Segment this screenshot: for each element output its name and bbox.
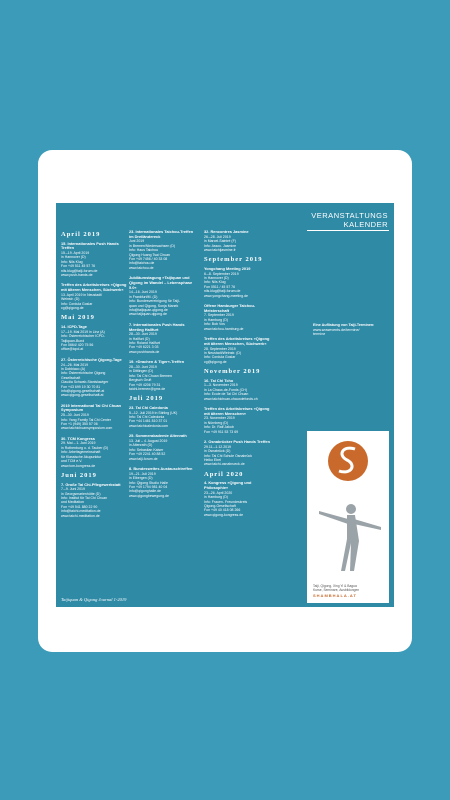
event-title: Offene Hamburger Taichou-Meisterschaft xyxy=(204,303,256,313)
month-heading: Juli 2019 xyxy=(129,395,164,403)
event-detail: Info: Österreichische Qigong xyxy=(61,371,106,376)
event-title: 2. Osnabrücker Push Hands Treffen xyxy=(204,439,270,445)
event-detail: Qigong-Gesellschaft xyxy=(204,504,236,509)
event-title: 7. Große Tai Chi-Pflegewerkstatt xyxy=(61,481,121,487)
event-detail: in Osnabrück (D) xyxy=(204,449,231,454)
event-detail: in Frankfurt/M. (D) xyxy=(129,294,158,299)
event-detail: Claudia Schwab-Stanislawiger xyxy=(61,380,109,385)
event-entry xyxy=(61,483,128,519)
event-detail: Fon +49 7456 / 40 33 08 xyxy=(129,257,168,262)
event-detail: 24.–26. Mai 2019 xyxy=(61,362,89,367)
event-detail: Info: Dr. Ralf Jakob xyxy=(204,425,234,430)
event-detail: www.pushhands.de xyxy=(129,349,160,354)
event-title: 32. Rencontres Jasmine xyxy=(204,229,249,234)
event-detail: Info: Haus Taichou xyxy=(129,248,158,253)
event-detail: Info: Institut für Tai Chi Chuan xyxy=(61,496,108,501)
event-detail: Fon +44 1461 810 37 01 xyxy=(129,419,168,424)
event-entry xyxy=(204,304,271,331)
event-detail: 26.–28. Juli 2019 xyxy=(204,234,231,239)
event-detail: www.taichou-hamburg.de xyxy=(204,326,244,331)
event-detail: Fon +49 4206 79 31 xyxy=(129,382,161,387)
ad-line-2: Kurse, Seminare, Ausbildungen xyxy=(313,588,360,592)
event-title: 8. Bundesweites Austauschtreffen xyxy=(129,466,193,472)
event-detail: Fon +49 911 53 73 69 xyxy=(204,429,239,434)
event-detail: Info: Bob Vos xyxy=(204,322,225,327)
event-detail: Info: Arbeitsgemeinschaft xyxy=(61,450,101,455)
event-detail: Taijiquan-Bund xyxy=(61,338,85,343)
event-detail: Info: Cordula Goslar xyxy=(204,355,236,360)
event-entry xyxy=(61,437,128,468)
event-detail: Info: Bundesvereinigung für Taiji- xyxy=(129,299,180,304)
event-detail: und TCM e.V. xyxy=(61,459,83,464)
event-detail: www.yongchang-meeting.de xyxy=(204,293,248,298)
sidebar-title: Eine Auflistung von Taiji-Terminen: xyxy=(313,323,375,327)
event-detail: info@qigong-gesellschaft.at xyxy=(61,388,105,393)
event-entry xyxy=(204,407,271,434)
event-detail: Info: Nils Klug xyxy=(61,259,83,264)
event-title: 2019 International Tai Chi Chuan Symposium xyxy=(61,402,122,413)
event-entry xyxy=(61,283,128,310)
event-entry xyxy=(61,325,128,352)
event-detail: info@taichi-meditation.de xyxy=(61,509,101,514)
event-detail: 13. April 2019 in Neustadt/ xyxy=(61,292,103,297)
advertisement[interactable] xyxy=(307,431,389,603)
event-entry xyxy=(129,434,196,461)
event-entry xyxy=(129,230,196,270)
event-detail: Info: Nils Klug xyxy=(204,280,226,285)
event-title: 7. Internationales Push Hands Meeting Hallfurt xyxy=(129,321,185,332)
event-detail: 1.–3. November 2019 xyxy=(204,383,238,388)
event-detail: Fon +49 541 880 22 90 xyxy=(61,504,98,509)
event-entry xyxy=(129,467,196,498)
event-detail: in Rothenburg o. d. Tauber (D) xyxy=(61,445,109,450)
event-detail: info@taijiquan-qigong.de xyxy=(129,307,168,312)
event-detail: nils.klug@taiji-forum.de xyxy=(61,268,98,273)
event-detail: in Neustadt/Weinstr. (D) xyxy=(204,350,242,355)
event-detail: www.push-hands.de xyxy=(61,273,93,278)
event-detail: 13. Juli – 4. August 2019 xyxy=(129,439,168,443)
event-detail: 23.–26. April 2020 xyxy=(204,490,233,495)
event-entry xyxy=(204,267,271,298)
event-title: Jubiläumstagung »Taijiquan und Qigong im Wandel – Lebensphase 5.0« xyxy=(129,275,193,290)
event-detail: Fon +49 1794 981 40 04 xyxy=(129,484,168,489)
ad-text xyxy=(313,584,387,598)
event-detail: in La Chaux-de-Fonds (CH) xyxy=(204,387,247,392)
event-detail: Info: Qigong Studio Halle xyxy=(129,480,168,485)
event-detail: Weinstr. (D) xyxy=(61,297,80,302)
event-detail: www.taiji-forum.de xyxy=(129,456,158,461)
event-detail: taichi-bremen@gmx.de xyxy=(129,386,166,391)
event-detail: in Nürnberg (D) xyxy=(204,420,229,425)
journal-name: Taijiquan & Qigong Journal xyxy=(61,597,113,602)
event-detail: Info: Assoc. Jasmine xyxy=(204,243,237,248)
event-detail: in Elbergen (D) xyxy=(129,476,153,481)
event-entry xyxy=(129,360,196,391)
event-detail: 28.–30. Juni 2019 xyxy=(129,332,157,337)
event-detail: 25.–30. Juni 2019 xyxy=(61,413,89,418)
event-detail: cg@qigong.de xyxy=(204,359,227,364)
page-heading xyxy=(311,211,388,229)
event-detail: 19.–21. Juli 2019 xyxy=(129,471,156,476)
event-detail: www.taichou.de xyxy=(129,265,154,270)
event-detail: 28.–30. Juni 2019 xyxy=(129,364,157,369)
heading-line-1: VERANSTALTUNGS xyxy=(311,211,388,220)
event-title: 14. ICPD-Tage xyxy=(61,324,87,330)
month-heading: April 2020 xyxy=(204,470,244,478)
event-title: 4. Kongress »Qigong und Philosophie« xyxy=(204,480,252,491)
event-entry xyxy=(129,276,196,317)
event-detail: www.qigong-gesellschaft.at xyxy=(61,393,104,398)
event-detail: Info: Cordula Goslar xyxy=(61,301,93,306)
event-detail: Info: Roland Hallfurt xyxy=(129,341,160,346)
event-detail: Gesellschaft xyxy=(61,375,81,380)
event-detail: Heiko Ebel xyxy=(204,458,221,462)
event-detail: 23. November 2019 xyxy=(204,416,235,421)
sidebar-link[interactable]: www.wowevents.de/termine/ xyxy=(313,327,360,332)
event-detail: Juni 2019 xyxy=(129,239,145,244)
event-detail: www.taichichuan-chauxdefonds.ch xyxy=(204,396,258,401)
heading-rule xyxy=(307,230,389,231)
event-detail: in Bremen/Niedersachsen (D) xyxy=(129,243,176,248)
calendar-column-2 xyxy=(129,230,196,504)
event-detail: in Georgsmarienhütte (D) xyxy=(61,491,101,496)
event-detail: Info: Frauen- Freundeskreis xyxy=(204,499,248,504)
event-entry xyxy=(129,323,196,354)
event-title: Treffen des Arbeitskreises »Qigong mit älteren Menschen« xyxy=(204,406,270,416)
event-detail: Fon 0664/ 420 75 56 xyxy=(61,342,94,347)
shambhala-logo-image xyxy=(307,431,389,581)
event-detail: office@icpd.at xyxy=(61,347,84,352)
event-detail: Fon +49 511 45 57 76 xyxy=(61,264,96,269)
magazine-page xyxy=(56,203,394,607)
event-entry xyxy=(204,230,271,252)
event-detail: 7. September 2019 xyxy=(204,313,234,318)
event-detail: Qigong Huang Tsai Chuan xyxy=(129,252,170,257)
month-heading: April 2019 xyxy=(61,231,101,238)
event-detail: cg@qigong.de xyxy=(61,306,84,311)
event-detail: und Meditation xyxy=(61,500,84,505)
event-detail: www.taichi-osnabrueck.de xyxy=(204,462,245,467)
ad-brand: SHAMBHALA.AT xyxy=(313,593,357,598)
event-detail: Info: Sebastian Kaiser xyxy=(129,447,164,452)
event-title: 23. Internationales Taichou-Treffen im Dreiländereck xyxy=(129,229,194,239)
event-entry xyxy=(204,440,271,467)
event-title: 19. »Drachen & Tiger«-Treffen xyxy=(129,359,185,365)
event-detail: in Marcel-Saintré (F) xyxy=(204,239,236,244)
event-title: Yongchang Meeting 2019 xyxy=(204,265,251,271)
event-detail: Bergisch Gruft xyxy=(129,378,152,383)
event-detail: Fon +49 6221 3 03 xyxy=(129,345,159,350)
event-detail: Fon +49 2241 40 88 52 xyxy=(129,452,166,457)
event-detail: www.taichicaledonia.com xyxy=(129,423,169,428)
event-detail: www.tcm-kongress.de xyxy=(61,463,96,468)
event-detail: in Dobbiaco (A) xyxy=(61,366,86,371)
event-detail: Info: Österreichischer ICPD- xyxy=(61,334,105,339)
event-detail: www.qigong-kongress.de xyxy=(204,512,244,517)
event-detail: 14.–16. Juni 2019 xyxy=(129,290,157,295)
event-detail: 15.–19. April 2019 xyxy=(61,251,90,255)
event-detail: 17.–19. Mai 2019 in Linz (A) xyxy=(61,329,105,334)
event-title: 27. Österreichische Qigong-Tage xyxy=(61,356,122,362)
event-detail: in Altenrath (D) xyxy=(129,443,153,448)
event-detail: in Dittlingen (D) xyxy=(129,369,154,374)
event-detail: quan und Qigong, Sonja Manek xyxy=(129,303,179,308)
event-detail: 29. Mai – 1. Juni 2019 xyxy=(61,441,96,446)
event-detail: info@qigonghalle.de xyxy=(129,489,161,494)
event-detail: 29.11.–1.12.2019 xyxy=(204,444,231,449)
event-detail: www.taichijasmine.fr xyxy=(204,247,236,252)
calendar-column-3 xyxy=(204,230,271,523)
ad-line-1: Taiji, Qigong, Xing Yi & Bagua xyxy=(313,584,357,588)
month-heading: September 2019 xyxy=(204,256,263,264)
journal-footer xyxy=(61,597,126,602)
event-detail: in Hamburg (D) xyxy=(204,317,228,322)
event-detail: www.taichi-meditation.de xyxy=(61,513,100,518)
event-detail: Info: Yang Family Tai Chi Center xyxy=(61,417,111,422)
event-detail: in Hamburg (D) xyxy=(204,495,228,500)
event-entry xyxy=(61,358,128,398)
event-detail: Info: Tai Chi Caledonia xyxy=(129,415,165,420)
month-heading: Mai 2019 xyxy=(61,314,95,322)
event-entry xyxy=(204,337,271,364)
event-entry xyxy=(204,481,271,517)
event-detail: info@taichou.de xyxy=(129,261,155,266)
event-title: Treffen des Arbeitskreises »Qigong mit älteren Menschen, Süchwerk« xyxy=(61,282,127,293)
journal-issue: 1-2019 xyxy=(113,597,127,602)
event-entry xyxy=(204,379,271,401)
event-title: 30. TCM Kongress xyxy=(61,435,95,441)
event-title: 16. Tai Chi Tcho xyxy=(204,377,234,383)
calendar-column-1 xyxy=(61,230,128,524)
event-entry xyxy=(129,406,196,428)
event-entry xyxy=(61,242,128,278)
heading-line-2: KALENDER xyxy=(343,220,388,229)
page-number: 5 xyxy=(383,597,386,602)
event-detail: in Hallfurt (D) xyxy=(129,336,150,341)
event-detail: www.taijiquan-qigong.de xyxy=(129,312,167,317)
event-detail: in Hannover (D) xyxy=(204,276,229,281)
event-title: 15. Internationales Push Hands Treffen xyxy=(61,240,119,251)
event-title: 25. Sommerakademie Altenrath xyxy=(129,433,187,439)
month-heading: November 2019 xyxy=(204,368,261,376)
event-title: 23. Tai Chi Caledonia xyxy=(129,404,168,410)
event-detail: Fon +43 699 19 30 70 81 xyxy=(61,384,101,389)
event-entry xyxy=(61,404,128,431)
event-detail: 5.–12. Juli 2019 in Stirling (UK) xyxy=(129,410,178,415)
event-detail: 6.–8. September 2019 xyxy=(204,271,239,276)
sidebar-note xyxy=(313,323,391,337)
event-detail: Fon +1 (949) 350 57 06 xyxy=(61,421,98,426)
event-detail: in Hannover (D) xyxy=(61,255,86,260)
month-heading: Juni 2019 xyxy=(61,471,97,479)
event-detail: www.qigongbewegung.de xyxy=(129,493,169,498)
event-detail: Info: Tai Chi Chuan Bremen xyxy=(129,373,172,378)
event-detail: 7.–9. Juni 2019 xyxy=(61,487,85,492)
event-detail: für Klassische Akupunktur xyxy=(61,454,102,459)
event-detail: www.taichichuansymposium.com xyxy=(61,426,113,431)
event-detail: Fon 0511 / 45 57 76 xyxy=(204,284,236,289)
event-detail: 28. September 2019 xyxy=(204,346,236,351)
figure-silhouette xyxy=(319,504,381,571)
event-detail: Fon +49 40 418 08 266 xyxy=(204,508,241,513)
event-detail: Info: Ecole de Tai Chi Chuan xyxy=(204,392,249,397)
event-detail: nils.klug@taiji-forum.de xyxy=(204,289,241,294)
event-title: Treffen des Arbeitskreises »Qigong mit älteren Menschen, Süchwerk« xyxy=(204,336,270,346)
sidebar-link[interactable]: termine xyxy=(313,332,326,337)
event-detail: Info: Tai Chi Schule Osnabrück xyxy=(204,453,252,458)
